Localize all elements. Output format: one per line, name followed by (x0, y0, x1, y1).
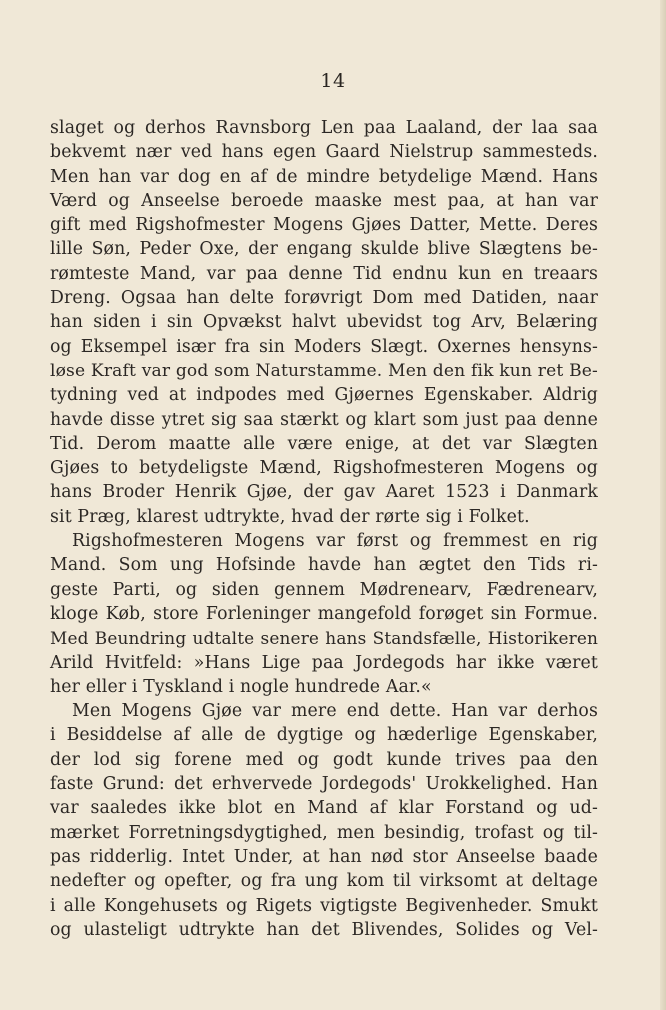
text-line: Med Beundring udtalte senere hans Standsfælle, Historikeren (50, 628, 598, 649)
text-line: lille Søn, Peder Oxe, der engang skulde blive Slægtens be- (50, 239, 598, 260)
text-line: pas ridderlig. Intet Under, at han nød stor Anseelse baade (50, 846, 598, 867)
text-line: Men Mogens Gjøe var mere end dette. Han var derhos (72, 701, 598, 722)
text-line: faste Grund: det erhvervede Jordegods' Urokkelighed. Han (50, 774, 598, 795)
text-line: Arild Hvitfeld: »Hans Lige paa Jordegods har ikke været (50, 652, 598, 673)
text-line: Dreng. Ogsaa han delte forøvrigt Dom med Datiden, naar (50, 288, 598, 309)
text-line: mærket Forretningsdygtighed, men besindig, trofast og til- (50, 822, 598, 843)
text-line: havde disse ytret sig saa stærkt og klart som just paa denne (50, 409, 598, 430)
text-line: der lod sig forene med og godt kunde trives paa den (50, 749, 598, 770)
text-line: og ulasteligt udtrykte han det Blivendes, Solides og Vel- (50, 919, 598, 940)
text-line: her eller i Tyskland i nogle hundrede Aar.« (50, 676, 432, 697)
text-line: Mand. Som ung Hofsinde havde han ægtet den Tids ri- (50, 555, 598, 576)
text-line: Værd og Anseelse beroede maaske mest paa, at han var (50, 190, 598, 211)
text-line: i Besiddelse af alle de dygtige og hæderlige Egenskaber, (50, 725, 598, 746)
text-line: og Eksempel især fra sin Moders Slægt. Oxernes hensyns- (50, 336, 598, 357)
text-line: kloge Køb, store Forleninger mangefold forøget sin Formue. (50, 603, 598, 624)
text-line: var saaledes ikke blot en Mand af klar Forstand og ud- (50, 798, 598, 819)
text-line: Men han var dog en af de mindre betydelige Mænd. Hans (50, 166, 598, 187)
text-line: han siden i sin Opvækst halvt ubevidst tog Arv, Belæring (50, 312, 598, 333)
text-line: rømteste Mand, var paa denne Tid endnu kun en treaars (50, 263, 598, 284)
text-line: løse Kraft var god som Naturstamme. Men den fik kun ret Be- (50, 360, 598, 381)
text-line: slaget og derhos Ravnsborg Len paa Laaland, der laa saa (50, 118, 598, 138)
text-line: i alle Kongehusets og Rigets vigtigste Begivenheder. Smukt (50, 895, 598, 916)
text-line: bekvemt nær ved hans egen Gaard Nielstrup sammesteds. (50, 142, 598, 163)
text-line: tydning ved at indpodes med Gjøernes Egenskaber. Aldrig (50, 385, 598, 406)
text-line: nedefter og opefter, og fra ung kom til virksomt at deltage (50, 871, 598, 892)
body-text (50, 116, 598, 942)
text-line: Tid. Derom maatte alle være enige, at det var Slægten (50, 433, 598, 454)
text-line: Rigshofmesteren Mogens var først og fremmest en rig (72, 531, 598, 552)
text-line: geste Parti, og siden gennem Mødrenearv, Fædrenearv, (50, 579, 598, 600)
text-line: sit Præg, klarest udtrykte, hvad der rørte sig i Folket. (50, 506, 530, 527)
text-line: Gjøes to betydeligste Mænd, Rigshofmesteren Mogens og (50, 458, 598, 479)
text-line: gift med Rigshofmester Mogens Gjøes Datter, Mette. Deres (50, 215, 598, 236)
page-number: 14 (320, 70, 346, 92)
text-line: hans Broder Henrik Gjøe, der gav Aaret 1523 i Danmark (50, 482, 598, 503)
page-edge (660, 0, 666, 1010)
